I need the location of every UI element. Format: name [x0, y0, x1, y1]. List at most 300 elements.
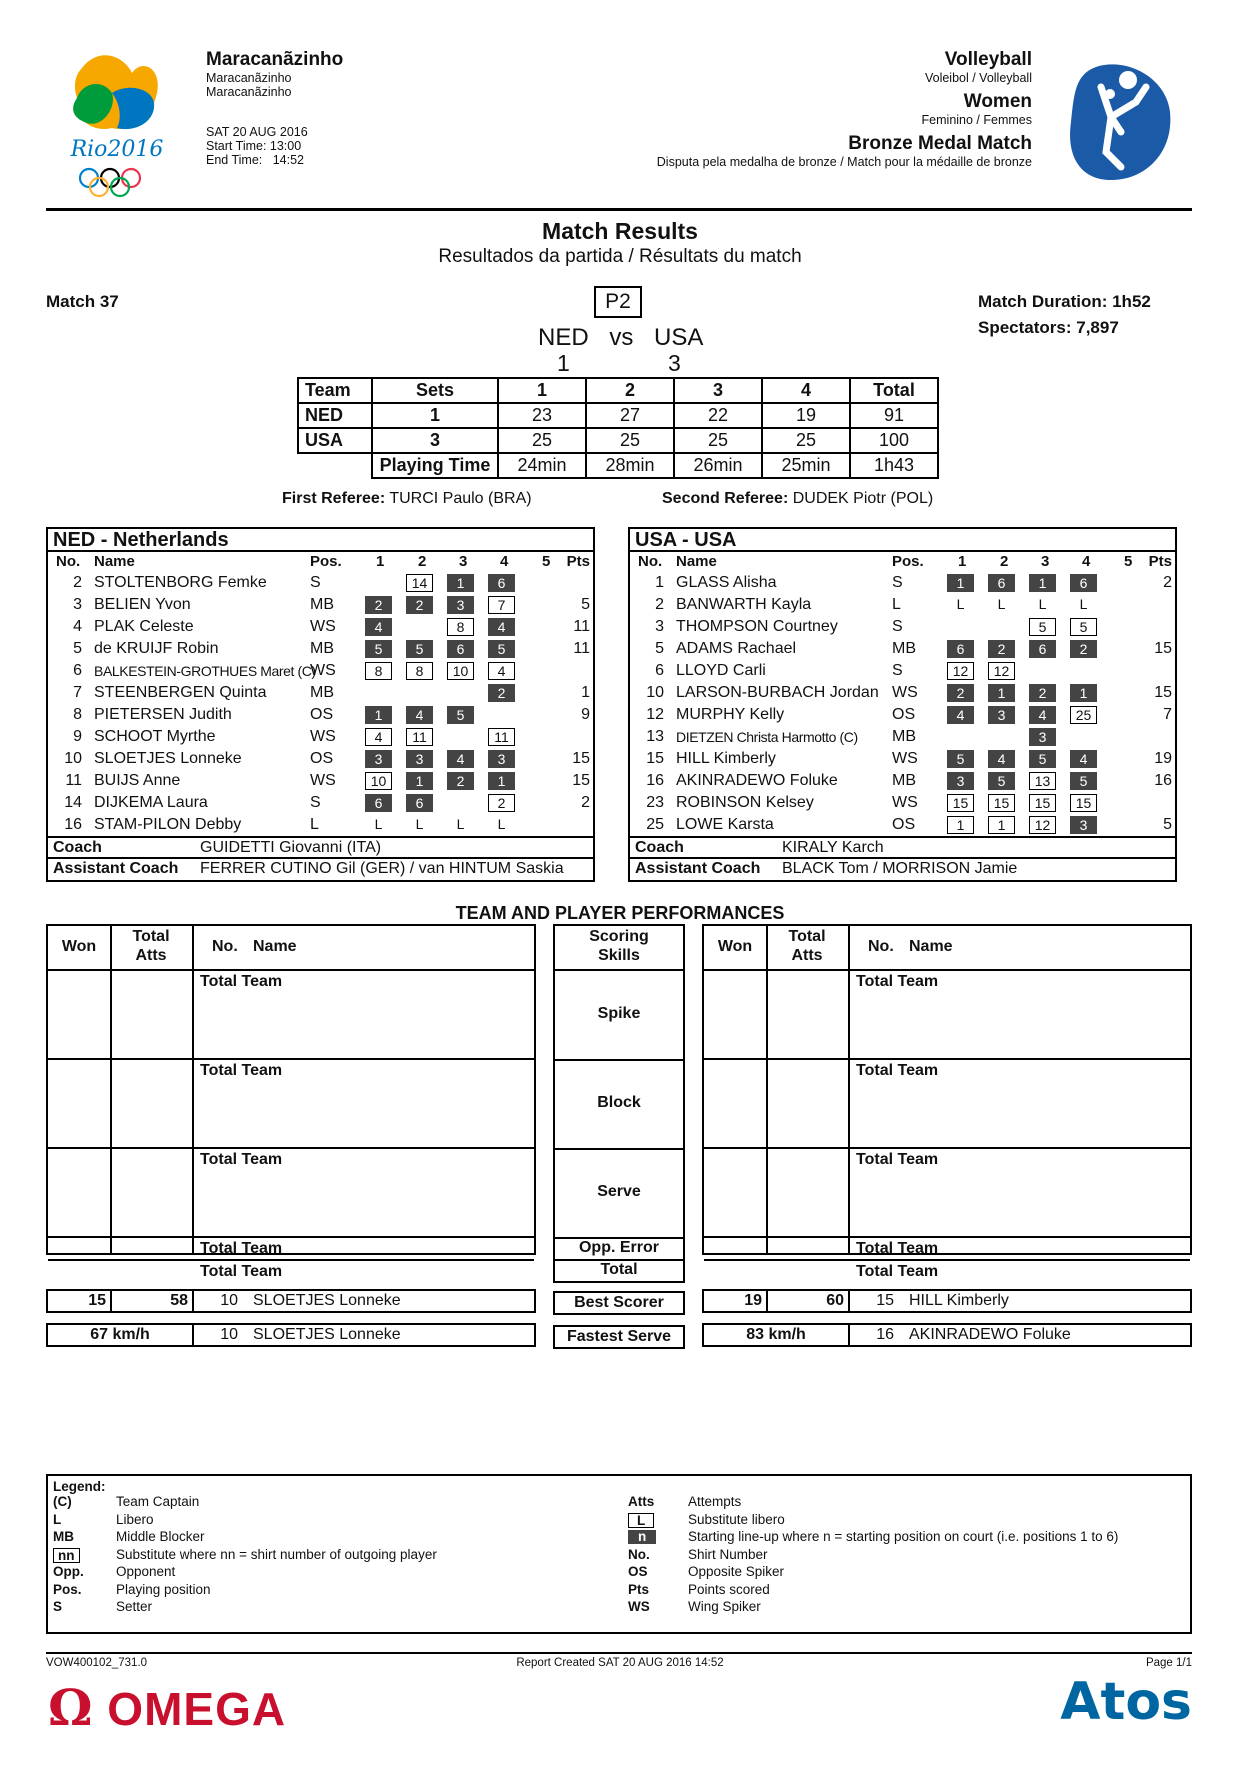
- set-lineup-box: L: [997, 596, 1006, 612]
- score-header: Sets: [372, 378, 498, 403]
- player-name: de KRUIJF Robin: [94, 640, 219, 657]
- player-row: [630, 792, 1175, 814]
- opp-error-row: [48, 1238, 534, 1260]
- legend-key: Pts: [628, 1581, 650, 1597]
- first-referee: TURCI Paulo (BRA): [389, 490, 532, 507]
- total-team-row: [704, 1060, 1190, 1082]
- set-lineup-box: 2: [488, 684, 515, 702]
- no-header: No.: [868, 938, 894, 955]
- player-number: 12: [646, 706, 664, 723]
- player-position: L: [892, 596, 901, 613]
- roster-col-s2: 2: [418, 553, 427, 570]
- score-cell: 25: [498, 428, 586, 453]
- player-name: SLOETJES Lonneke: [253, 1326, 401, 1343]
- svg-text:Rio2016: Rio2016: [70, 137, 164, 162]
- performance-title: TEAM AND PLAYER PERFORMANCES: [455, 903, 785, 923]
- assistant-coach-row: [48, 857, 593, 878]
- legend-key: L: [628, 1513, 654, 1528]
- player-name: STAM-PILON Debby: [94, 816, 242, 833]
- set-lineup-box: 5: [988, 772, 1015, 790]
- match-date: SAT 20 AUG 2016: [206, 125, 308, 139]
- legend-title: Legend:: [53, 1479, 106, 1494]
- player-name: MURPHY Kelly: [676, 706, 785, 723]
- player-name: Total Team: [200, 1240, 283, 1257]
- legend-key: MB: [53, 1529, 74, 1544]
- set-lineup-box: 5: [406, 640, 433, 658]
- set-lineup-box: 1: [1070, 684, 1097, 702]
- usa-performance: [702, 924, 1192, 1280]
- player-name: SLOETJES Lonneke: [94, 750, 242, 767]
- player-points: 15: [572, 750, 590, 767]
- atts-value: 60: [826, 1292, 844, 1309]
- player-row: [48, 572, 593, 594]
- roster-col-s4: 4: [1082, 553, 1091, 570]
- set-lineup-box: 3: [447, 596, 474, 614]
- set-lineup-box: 8: [406, 662, 433, 680]
- player-number: 6: [655, 662, 664, 679]
- player-perf-row: [704, 993, 1190, 1015]
- set-lineup-box: 4: [488, 662, 515, 680]
- total-team-row: [704, 1149, 1190, 1171]
- set-lineup-box: 6: [447, 640, 474, 658]
- player-number: 16: [876, 1326, 894, 1343]
- set-lineup-box: 11: [488, 728, 515, 746]
- set-lineup-box: 2: [1029, 684, 1056, 702]
- player-name: BELIEN Yvon: [94, 596, 191, 613]
- score-cell: 3: [372, 428, 498, 453]
- legend-key: S: [53, 1599, 63, 1614]
- player-number: 13: [646, 728, 664, 745]
- score-team: USA: [298, 428, 372, 453]
- player-row: [630, 682, 1175, 704]
- event-sub: Disputa pela medalha de bronze / Match pour la médaille de bronze: [656, 155, 1032, 169]
- player-number: 16: [646, 772, 664, 789]
- legend-key: Opp.: [53, 1564, 84, 1579]
- roster-header-row: [630, 552, 1175, 572]
- player-name: PLAK Celeste: [94, 618, 194, 635]
- player-position: MB: [310, 684, 334, 701]
- player-points: 11: [573, 640, 590, 657]
- player-perf-row: [704, 1037, 1190, 1059]
- player-name: LOWE Karsta: [676, 816, 774, 833]
- set-lineup-box: 1: [947, 816, 974, 834]
- player-perf-row: [704, 1015, 1190, 1037]
- match-duration: Match Duration: 1h52: [978, 292, 1151, 311]
- player-name: STOLTENBORG Femke: [94, 574, 267, 591]
- player-position: L: [310, 816, 319, 833]
- legend-key: Atts: [628, 1494, 655, 1509]
- set-lineup-box: 5: [1070, 618, 1097, 636]
- fastest-speed: 83 km/h: [746, 1326, 806, 1343]
- won-header: Won: [61, 938, 97, 955]
- fastest-speed: 67 km/h: [90, 1326, 150, 1343]
- set-lineup-box: 14: [406, 574, 433, 592]
- player-name: HILL Kimberly: [676, 750, 776, 767]
- player-number: 11: [65, 772, 82, 789]
- set-lineup-box: 2: [988, 640, 1015, 658]
- set-lineup-box: 7: [488, 596, 515, 614]
- player-points: 2: [581, 794, 590, 811]
- player-name: Total Team: [200, 1062, 283, 1079]
- set-lineup-box: L: [374, 816, 383, 832]
- set-lineup-box: 6: [406, 794, 433, 812]
- set-lineup-box: 10: [365, 772, 392, 790]
- total-label: Total: [600, 1261, 638, 1278]
- player-perf-row: [704, 1126, 1190, 1148]
- set-lineup-box: 2: [406, 596, 433, 614]
- player-position: S: [310, 794, 321, 811]
- set-lineup-box: 1: [988, 816, 1015, 834]
- score-header: 4: [762, 378, 850, 403]
- set-lineup-box: 3: [365, 750, 392, 768]
- venue-pt: Maracanãzinho: [206, 71, 292, 85]
- player-perf-row: [48, 1037, 534, 1059]
- score-cell: 100: [850, 428, 938, 453]
- player-name: Total Team: [856, 1263, 939, 1280]
- player-name: BALKESTEIN-GROTHUES Maret (C): [94, 663, 316, 679]
- player-name: THOMPSON Courtney: [676, 618, 838, 635]
- legend-key: Pos.: [53, 1581, 82, 1597]
- spectators: Spectators: 7,897: [978, 318, 1119, 337]
- player-perf-row: [48, 1104, 534, 1126]
- player-name: ADAMS Rachael: [676, 640, 797, 657]
- player-number: 9: [73, 728, 82, 745]
- legend-key: No.: [628, 1546, 650, 1562]
- ned-best-scorer: [46, 1289, 536, 1313]
- player-name: Total Team: [856, 973, 939, 990]
- legend-desc: Setter: [116, 1599, 153, 1614]
- playing-time: 1h43: [850, 453, 938, 478]
- player-number: 10: [64, 750, 82, 767]
- set-lineup-box: 25: [1070, 706, 1097, 724]
- set-score-table: [297, 377, 939, 479]
- player-position: MB: [310, 640, 334, 657]
- set-lineup-box: 5: [447, 706, 474, 724]
- report-code: VOW400102_731.0: [46, 1657, 148, 1669]
- player-row: [630, 726, 1175, 748]
- player-row: [48, 792, 593, 814]
- set-lineup-box: 4: [406, 706, 433, 724]
- player-number: 4: [73, 618, 82, 635]
- usa-roster: [628, 527, 1177, 882]
- set-lineup-box: 1: [1029, 574, 1056, 592]
- player-number: 3: [655, 618, 664, 635]
- roster-col-no: No.: [638, 553, 663, 570]
- name-header: Name: [909, 938, 953, 955]
- ned-performance: [46, 924, 536, 1280]
- player-position: OS: [310, 750, 334, 767]
- sport-sub: Voleibol / Volleyball: [924, 71, 1032, 85]
- player-perf-row: [704, 1104, 1190, 1126]
- omega-symbol-icon: Ω: [48, 1678, 94, 1737]
- set-lineup-box: 5: [488, 640, 515, 658]
- coach-row: [48, 836, 593, 857]
- total-team-row: [48, 971, 534, 993]
- roster-col-pts: Pts: [1148, 553, 1172, 570]
- player-perf-row: [704, 1082, 1190, 1104]
- set-lineup-box: 1: [406, 772, 433, 790]
- legend-desc: Starting line-up where n = starting position on court (i.e. positions 1 to 6): [688, 1529, 1119, 1544]
- player-points: 9: [581, 706, 590, 723]
- player-position: OS: [892, 706, 916, 723]
- player-position: WS: [310, 618, 336, 635]
- event: Bronze Medal Match: [848, 133, 1032, 154]
- gender-sub: Feminino / Femmes: [921, 113, 1032, 127]
- legend-desc: Substitute libero: [688, 1511, 785, 1527]
- player-number: 7: [73, 684, 82, 701]
- player-name: LARSON-BURBACH Jordan: [676, 684, 879, 701]
- legend-desc: Playing position: [116, 1581, 211, 1597]
- roster-col-no: No.: [56, 553, 81, 570]
- player-row: [48, 726, 593, 748]
- rio2016-logo: [62, 48, 172, 198]
- set-lineup-box: 8: [447, 618, 474, 636]
- player-perf-row: [48, 1015, 534, 1037]
- set-lineup-box: 4: [365, 728, 392, 746]
- first-referee-label: First Referee:: [282, 490, 386, 507]
- player-row: [48, 616, 593, 638]
- pool-badge: P2: [594, 286, 642, 318]
- player-name: Total Team: [200, 1263, 283, 1280]
- score-cell: 25: [674, 428, 762, 453]
- roster-col-s5: 5: [1124, 553, 1133, 570]
- team1-code: NED: [538, 324, 589, 351]
- player-points: 19: [1154, 750, 1172, 767]
- player-number: 14: [64, 794, 82, 811]
- set-lineup-box: L: [415, 816, 424, 832]
- player-points: 5: [581, 596, 590, 613]
- legend-desc: Opposite Spiker: [688, 1564, 785, 1579]
- match-number: Match 37: [46, 292, 119, 311]
- player-number: 25: [646, 816, 664, 833]
- set-lineup-box: 12: [947, 662, 974, 680]
- player-row: [48, 682, 593, 704]
- player-row: [630, 704, 1175, 726]
- player-name: HILL Kimberly: [909, 1292, 1009, 1309]
- set-lineup-box: L: [456, 816, 465, 832]
- player-perf-row: [48, 1215, 534, 1237]
- set-lineup-box: 2: [1070, 640, 1097, 658]
- player-row: [630, 572, 1175, 594]
- legend-key: (C): [53, 1494, 72, 1509]
- score-header: 1: [498, 378, 586, 403]
- atos-logo: Atos: [1060, 1672, 1192, 1732]
- roster-col-s3: 3: [1041, 553, 1050, 570]
- coach-row: [630, 836, 1175, 857]
- set-lineup-box: 4: [447, 750, 474, 768]
- player-number: 6: [73, 662, 82, 679]
- player-name: Total Team: [856, 1151, 939, 1168]
- set-lineup-box: 1: [988, 684, 1015, 702]
- coach-label: Coach: [53, 839, 102, 856]
- omega-logo: Ω OMEGA: [48, 1678, 287, 1737]
- roster-col-name: Name: [94, 553, 135, 570]
- set-lineup-box: 5: [1070, 772, 1097, 790]
- score-cell: 1: [372, 403, 498, 428]
- assistant-coach-name: BLACK Tom / MORRISON Jamie: [782, 860, 1018, 877]
- set-lineup-box: 15: [947, 794, 974, 812]
- player-position: MB: [310, 596, 334, 613]
- legend-desc: Substitute where nn = shirt number of outgoing player: [116, 1546, 437, 1562]
- player-number: 10: [646, 684, 664, 701]
- set-lineup-box: 3: [947, 772, 974, 790]
- player-number: 5: [655, 640, 664, 657]
- player-perf-row: [48, 993, 534, 1015]
- legend-desc: Attempts: [688, 1494, 742, 1509]
- set-lineup-box: 1: [447, 574, 474, 592]
- player-position: S: [892, 618, 903, 635]
- player-name: PIETERSEN Judith: [94, 706, 232, 723]
- second-referee-label: Second Referee:: [662, 490, 789, 507]
- playing-time: 25min: [762, 453, 850, 478]
- roster-col-s1: 1: [376, 553, 385, 570]
- legend-desc: Points scored: [688, 1581, 770, 1597]
- player-name: AKINRADEWO Foluke: [909, 1326, 1071, 1343]
- player-position: WS: [310, 772, 336, 789]
- roster-col-s1: 1: [958, 553, 967, 570]
- set-lineup-box: 4: [488, 618, 515, 636]
- legend-key: L: [53, 1511, 62, 1527]
- player-position: WS: [892, 794, 918, 811]
- player-row: [630, 814, 1175, 836]
- player-points: 1: [581, 684, 590, 701]
- page-number: Page 1/1: [1145, 1657, 1192, 1669]
- legend-key: n: [628, 1530, 656, 1544]
- vs-label: vs: [609, 324, 634, 351]
- usa-best-scorer: [702, 1289, 1192, 1313]
- player-points: 15: [1154, 640, 1172, 657]
- set-lineup-box: 5: [1029, 618, 1056, 636]
- team-title: USA - USA: [630, 529, 1175, 552]
- set-lineup-box: 4: [947, 706, 974, 724]
- best-scorer-label: Best Scorer: [553, 1291, 685, 1315]
- player-points: 7: [1163, 706, 1172, 723]
- second-referee: DUDEK Piotr (POL): [792, 490, 934, 507]
- roster-col-pts: Pts: [566, 553, 590, 570]
- gender: Women: [963, 91, 1032, 112]
- won-value: 19: [744, 1292, 762, 1309]
- roster-col-s4: 4: [500, 553, 509, 570]
- total-team-row: [48, 1060, 534, 1082]
- player-points: 11: [573, 618, 590, 635]
- playing-time: 24min: [498, 453, 586, 478]
- player-number: 10: [220, 1326, 238, 1343]
- player-perf-row: [48, 1082, 534, 1104]
- score-cell: 91: [850, 403, 938, 428]
- score-cell: 25: [586, 428, 674, 453]
- usa-fastest-serve: [702, 1323, 1192, 1347]
- player-points: 2: [1163, 574, 1172, 591]
- player-name: BANWARTH Kayla: [676, 596, 812, 613]
- roster-col-s5: 5: [542, 553, 551, 570]
- set-lineup-box: 6: [488, 574, 515, 592]
- player-perf-row: [48, 1193, 534, 1215]
- set-lineup-box: 8: [365, 662, 392, 680]
- player-name: Total Team: [200, 973, 283, 990]
- set-lineup-box: 1: [365, 706, 392, 724]
- player-row: [48, 748, 593, 770]
- total-team-row: [48, 1149, 534, 1171]
- player-name: LLOYD Carli: [676, 662, 766, 679]
- roster-col-s2: 2: [1000, 553, 1009, 570]
- player-name: GLASS Alisha: [676, 574, 777, 591]
- player-number: 5: [73, 640, 82, 657]
- sport: Volleyball: [944, 49, 1032, 70]
- player-name: Total Team: [200, 1151, 283, 1168]
- player-number: 3: [73, 596, 82, 613]
- player-position: MB: [892, 772, 916, 789]
- legend-key: nn: [53, 1548, 80, 1563]
- player-position: S: [892, 662, 903, 679]
- set-lineup-box: 3: [1070, 816, 1097, 834]
- player-perf-row: [48, 1126, 534, 1148]
- total-row: [48, 1261, 534, 1283]
- set-lineup-box: L: [497, 816, 506, 832]
- player-row: [48, 770, 593, 792]
- player-number: 8: [73, 706, 82, 723]
- player-row: [630, 660, 1175, 682]
- player-number: 23: [646, 794, 664, 811]
- player-position: WS: [892, 684, 918, 701]
- fastest-serve-label: Fastest Serve: [553, 1325, 685, 1349]
- subtitle: Resultados da partida / Résultats du match: [438, 246, 802, 267]
- player-position: WS: [892, 750, 918, 767]
- legend-key: WS: [628, 1599, 650, 1614]
- player-name: Total Team: [856, 1240, 939, 1257]
- set-lineup-box: 5: [1029, 750, 1056, 768]
- set-lineup-box: 4: [988, 750, 1015, 768]
- player-row: [48, 594, 593, 616]
- set-lineup-box: 15: [1070, 794, 1097, 812]
- set-lineup-box: 15: [988, 794, 1015, 812]
- set-lineup-box: 2: [488, 794, 515, 812]
- playing-time: 26min: [674, 453, 762, 478]
- won-value: 15: [88, 1292, 106, 1309]
- opp-error-label: Opp. Error: [578, 1239, 659, 1256]
- player-name: Total Team: [856, 1062, 939, 1079]
- set-lineup-box: 1: [488, 772, 515, 790]
- player-perf-row: [704, 1215, 1190, 1237]
- perf-header: [704, 926, 1190, 970]
- venue-fr: Maracanãzinho: [206, 85, 292, 99]
- player-position: OS: [310, 706, 334, 723]
- skill-block: Block: [597, 1094, 641, 1111]
- coach-name: GUIDETTI Giovanni (ITA): [200, 839, 382, 856]
- scoring-skills: [553, 924, 685, 1283]
- player-points: 15: [1154, 684, 1172, 701]
- set-lineup-box: 4: [365, 618, 392, 636]
- player-points: 16: [1154, 772, 1172, 789]
- atts-header: Total: [788, 928, 826, 945]
- score-cell: 25: [762, 428, 850, 453]
- set-lineup-box: 12: [1029, 816, 1056, 834]
- team2-code: USA: [654, 324, 704, 351]
- roster-col-pos: Pos.: [310, 553, 342, 570]
- player-number: 10: [220, 1292, 238, 1309]
- playing-time-label: Playing Time: [372, 453, 498, 478]
- team-title: NED - Netherlands: [48, 529, 593, 552]
- set-lineup-box: 10: [447, 662, 474, 680]
- player-name: BUIJS Anne: [94, 772, 181, 789]
- player-row: [630, 594, 1175, 616]
- skills-header: Skills: [598, 947, 640, 964]
- set-lineup-box: 4: [1070, 750, 1097, 768]
- playing-time: 28min: [586, 453, 674, 478]
- end-time: End Time: 14:52: [206, 153, 304, 167]
- atts-header: Atts: [791, 947, 823, 964]
- set-lineup-box: 11: [406, 728, 433, 746]
- score-header: 3: [674, 378, 762, 403]
